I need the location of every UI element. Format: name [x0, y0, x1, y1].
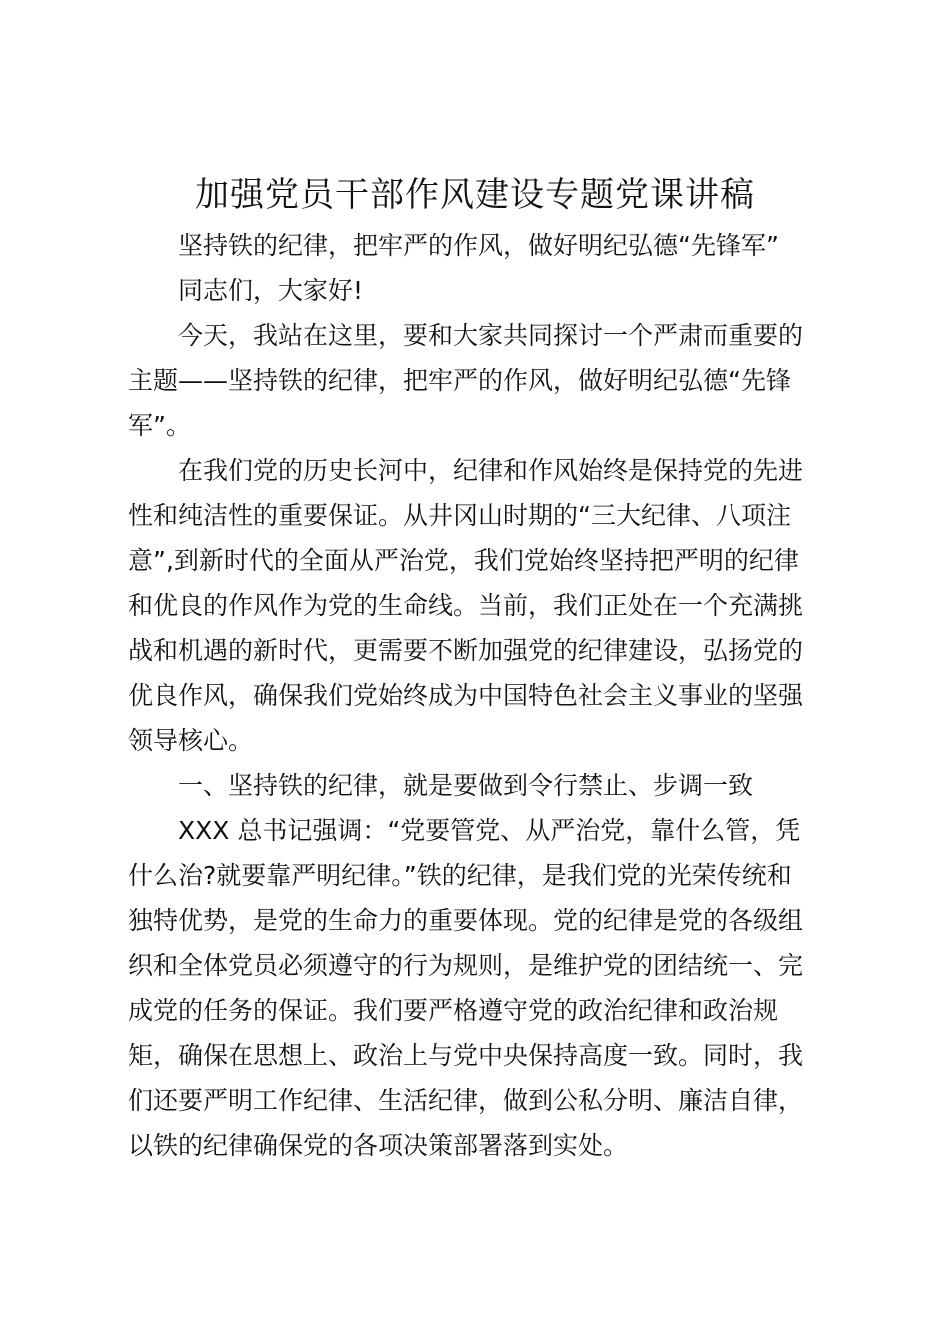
paragraph-line: 以铁的纪律确保党的各项决策部署落到实处。: [128, 1131, 629, 1160]
paragraph-line: 什么治?就要靠严明纪律。”铁的纪律，是我们党的光荣传统和: [128, 861, 792, 890]
paragraph-line: XXX 总书记强调：“党要管党、从严治党，靠什么管，凭: [178, 816, 801, 845]
paragraph-line: 主题——坚持铁的纪律，把牢严的作风，做好明纪弘德“先锋: [128, 366, 791, 395]
paragraph-line: 战和机遇的新时代，更需要不断加强党的纪律建设，弘扬党的: [128, 636, 804, 665]
paragraph-line: 成党的任务的保证。我们要严格遵守党的政治纪律和政治规: [128, 996, 779, 1025]
section-heading: 一、坚持铁的纪律，就是要做到令行禁止、步调一致: [178, 771, 754, 800]
paragraph-line: 性和纯洁性的重要保证。从井冈山时期的“三大纪律、八项注: [128, 501, 791, 530]
greeting-line: 同志们，大家好!: [178, 276, 364, 305]
paragraph-line: 独特优势，是党的生命力的重要体现。党的纪律是党的各级组: [128, 906, 804, 935]
paragraph-line: 优良作风，确保我们党始终成为中国特色社会主义事业的坚强: [128, 681, 804, 710]
paragraph-line: 们还要严明工作纪律、生活纪律，做到公私分明、廉洁自律，: [128, 1086, 804, 1115]
paragraph-line: 和优良的作风作为党的生命线。当前，我们正处在一个充满挑: [128, 591, 804, 620]
paragraph-line: 今天，我站在这里，要和大家共同探讨一个严肃而重要的: [178, 321, 804, 350]
paragraph-line: 织和全体党员必须遵守的行为规则，是维护党的团结统一、完: [128, 951, 804, 980]
paragraph-line: 在我们党的历史长河中，纪律和作风始终是保持党的先进: [178, 456, 804, 485]
paragraph-line: 意”,到新时代的全面从严治党，我们党始终坚持把严明的纪律: [128, 546, 799, 575]
paragraph-line: 领导核心。: [128, 726, 254, 755]
paragraph-line: 矩，确保在思想上、政治上与党中央保持高度一致。同时，我: [128, 1041, 804, 1070]
subtitle-line: 坚持铁的纪律，把牢严的作风，做好明纪弘德“先锋军”: [178, 231, 779, 260]
document-title: 加强党员干部作风建设专题党课讲稿: [195, 175, 755, 215]
paragraph-line: 军”。: [128, 411, 191, 440]
